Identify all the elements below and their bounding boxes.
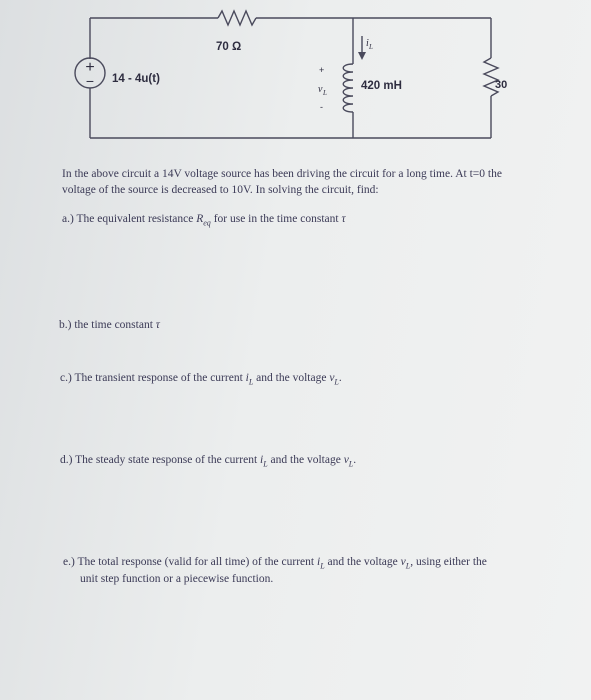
voltage-sub-e: L — [405, 561, 411, 571]
question-c-end: . — [338, 372, 342, 384]
current-var-c: i — [245, 372, 249, 384]
question-c-mid: and the voltage — [253, 372, 330, 384]
question-e-line-2-text: unit step function or a piecewise function. — [80, 573, 274, 585]
tau-symbol-b: τ — [155, 319, 160, 331]
intro-line-2-text: voltage of the source is decreased to 10V. In solving the circuit, find: — [62, 184, 379, 196]
voltage-var-d: v — [343, 454, 349, 466]
voltage-var-e: v — [400, 556, 406, 568]
question-e-text: e.) The total response (valid for all time) of the current — [63, 556, 317, 568]
voltage-var-c: v — [329, 372, 335, 384]
problem-intro-line-1 — [62, 166, 502, 182]
inductor-coil — [343, 64, 353, 112]
question-d-text: d.) The steady state response of the current — [60, 454, 261, 466]
req-subscript: eq — [203, 218, 211, 228]
voltage-minus-sign: - — [320, 102, 323, 112]
voltage-plus-sign: + — [319, 65, 325, 75]
question-e-tail: , using either the — [410, 556, 487, 568]
current-sub-d: L — [263, 459, 268, 469]
question-a-text: a.) The equivalent resistance — [62, 213, 197, 225]
current-sub-c: L — [248, 377, 254, 387]
current-var-e: i — [316, 556, 321, 568]
question-e-mid: and the voltage — [324, 556, 401, 568]
question-b-text: b.) the time constant — [59, 319, 156, 331]
question-c — [60, 370, 342, 390]
source-label: 14 - 4u(t) — [112, 73, 160, 85]
inductor-label: 420 mH — [361, 80, 402, 92]
voltage-sub-c: L — [334, 377, 339, 387]
current-arrow-head — [358, 52, 366, 60]
question-a-tail: for use in the time constant — [210, 213, 342, 225]
voltage-sub-d: L — [348, 459, 354, 469]
req-symbol: R — [196, 213, 204, 225]
top-resistor-symbol — [218, 11, 256, 25]
current-label: i — [366, 38, 369, 49]
question-e-line-2 — [80, 571, 273, 587]
source-minus-sign: − — [85, 73, 95, 89]
question-b — [59, 317, 160, 333]
question-d-end: . — [353, 454, 357, 466]
question-c-text: c.) The transient response of the current — [60, 372, 246, 384]
source-plus-sign: + — [85, 59, 95, 76]
current-var-d: i — [260, 454, 264, 466]
question-d — [60, 452, 356, 472]
current-sub-e: L — [320, 561, 325, 571]
tau-symbol: τ — [341, 213, 346, 225]
question-d-mid: and the voltage — [267, 454, 344, 466]
question-a — [62, 211, 346, 231]
voltage-label-sub: L — [323, 89, 327, 97]
circuit-diagram — [0, 0, 591, 160]
problem-intro-line-2 — [62, 182, 379, 198]
right-resistor-label: 30 — [495, 79, 508, 91]
current-label-sub: L — [369, 43, 373, 51]
intro-line-1-text: In the above circuit a 14V voltage source has been driving the circuit for a long time. At t=0 the — [62, 168, 502, 180]
top-resistor-label: 70 Ω — [216, 41, 242, 53]
voltage-label: v — [318, 84, 323, 95]
